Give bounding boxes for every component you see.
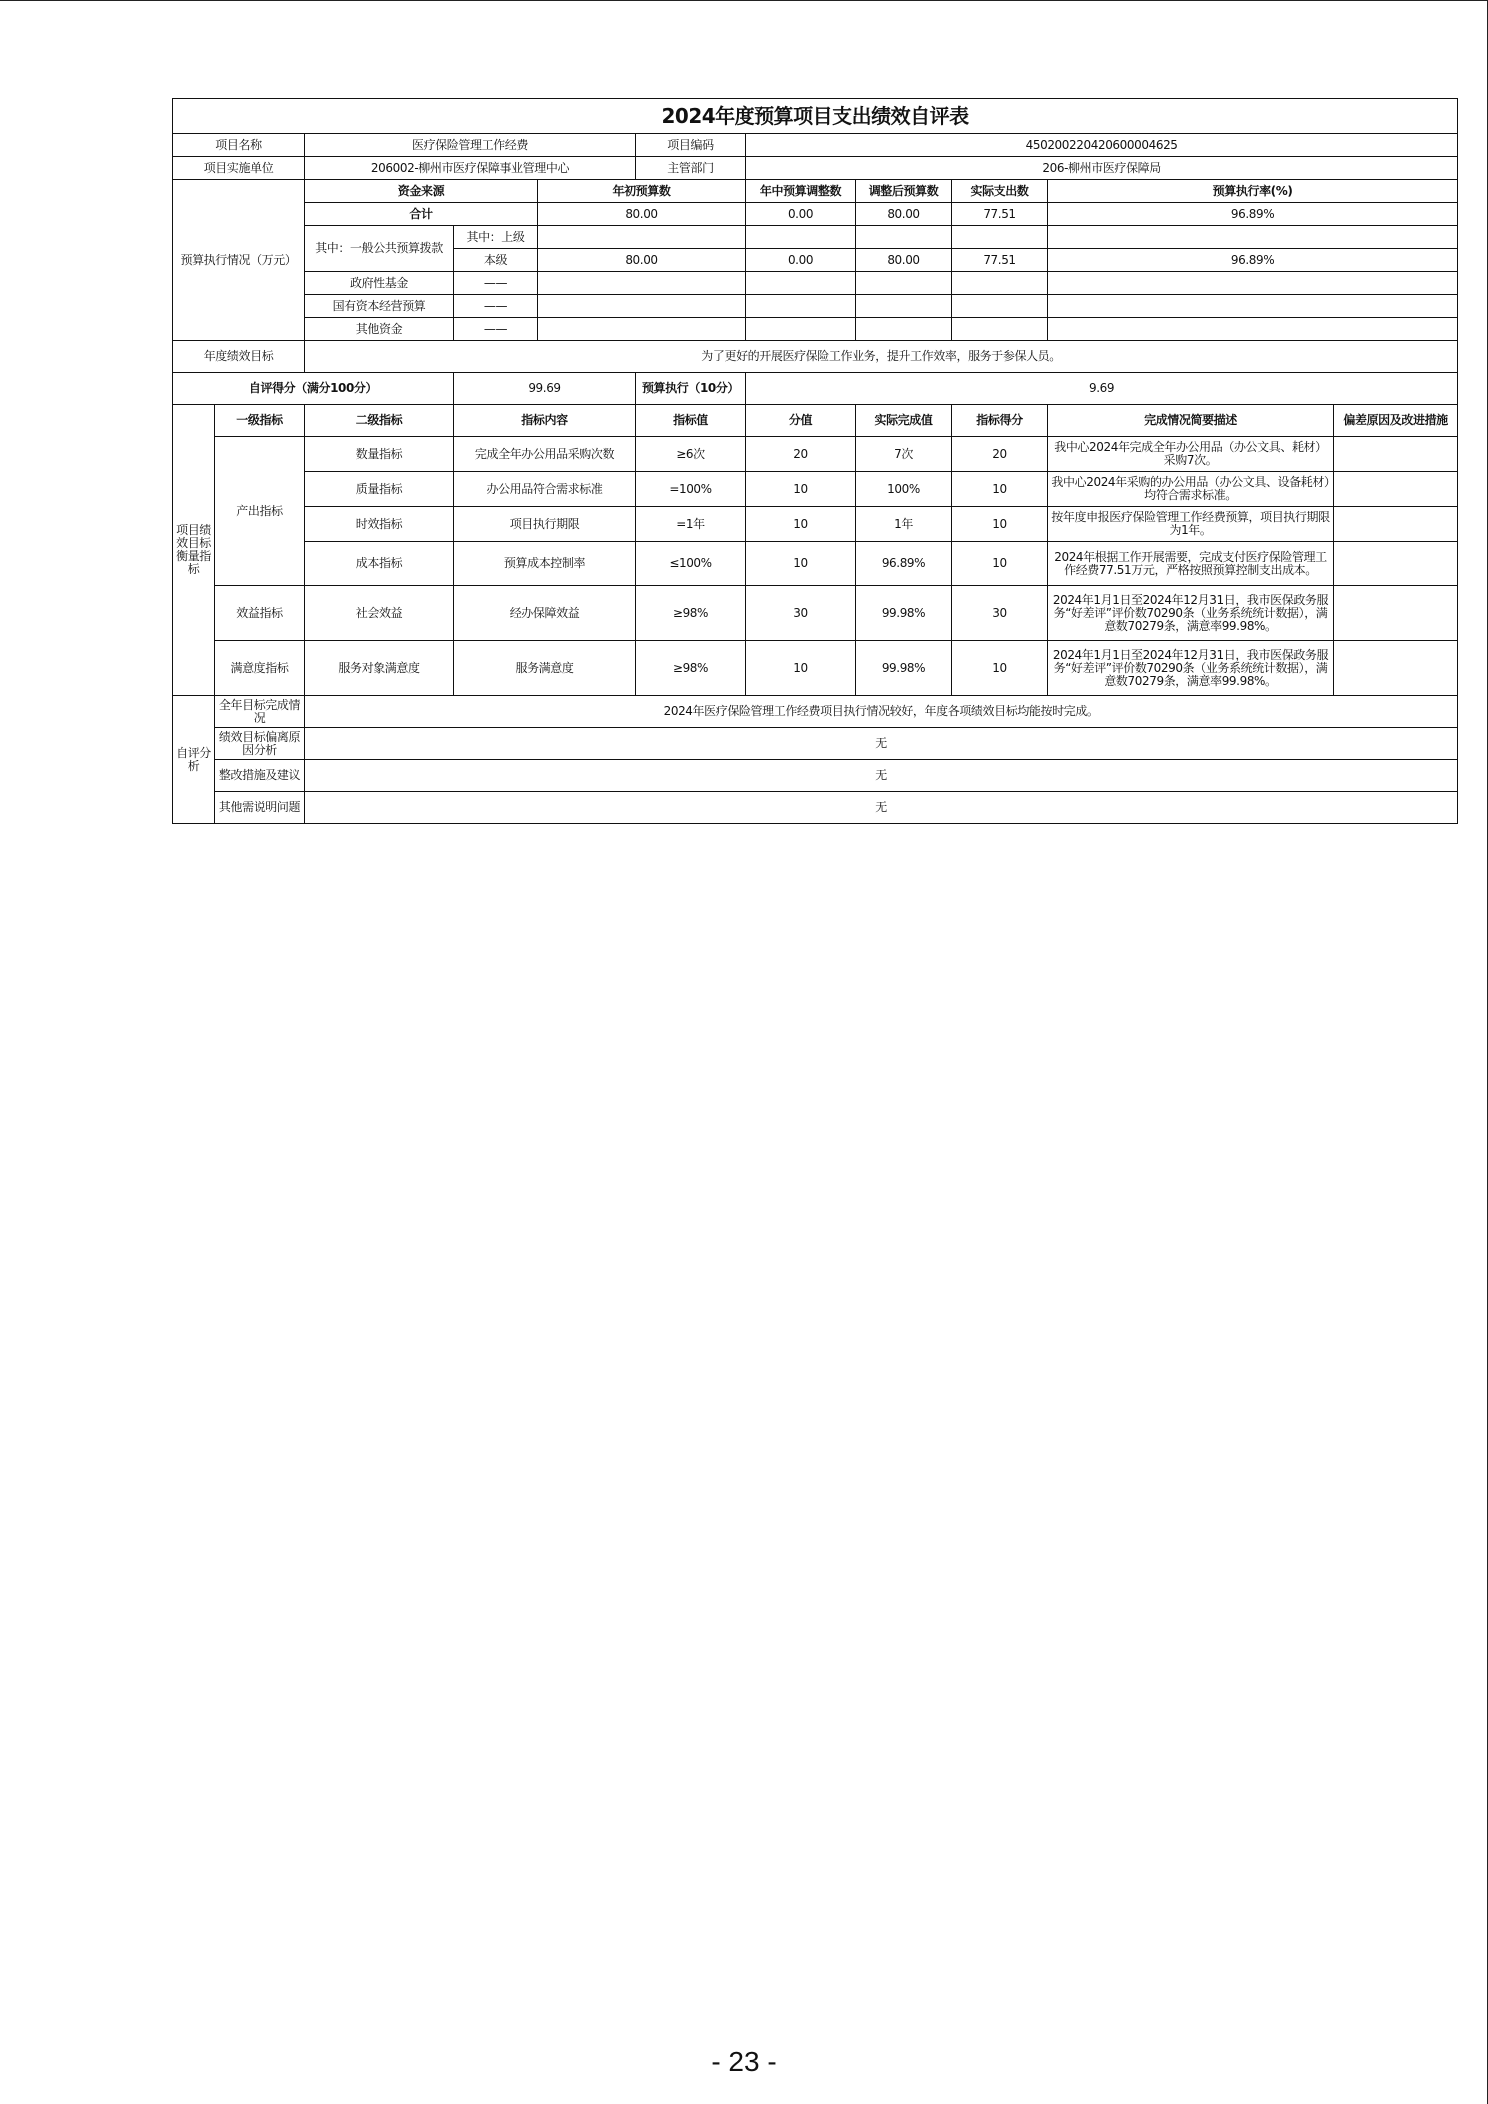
indicator-header-actual: 实际完成值 (856, 405, 952, 437)
indicator-header-points: 分值 (746, 405, 856, 437)
project-name-value: 医疗保险管理工作经费 (305, 134, 636, 157)
budget-header-adjust: 年中预算调整数 (746, 180, 856, 203)
budget-local-rate: 96.89% (1048, 249, 1458, 272)
indicator-reason (1334, 507, 1458, 542)
indicator-points: 10 (746, 641, 856, 696)
indicator-desc: 按年度申报医疗保险管理工作经费预算，项目执行期限为1年。 (1048, 507, 1334, 542)
indicator-desc: 2024年1月1日至2024年12月31日，我市医保政务服务“好差评”评价数70290条（业务系统统计数据），满意数70279条，满意率99.98%。 (1048, 586, 1334, 641)
budget-gov-fund-dash: —— (454, 272, 538, 295)
self-score-value: 99.69 (454, 373, 636, 405)
indicator-reason (1334, 586, 1458, 641)
indicator-score: 10 (952, 472, 1048, 507)
indicator-points: 30 (746, 586, 856, 641)
project-code-label: 项目编码 (636, 134, 746, 157)
analysis-text: 2024年医疗保险管理工作经费项目执行情况较好，年度各项绩效目标均能按时完成。 (305, 696, 1458, 728)
table-row (173, 472, 1458, 507)
indicator-level2: 数量指标 (305, 437, 454, 472)
budget-gov-fund-label: 政府性基金 (305, 272, 454, 295)
indicator-content: 完成全年办公用品采购次数 (454, 437, 636, 472)
analysis-section-label: 自评分析 (173, 696, 215, 824)
budget-header-initial: 年初预算数 (538, 180, 746, 203)
budget-section-label: 预算执行情况（万元） (173, 180, 305, 341)
table-title: 2024年度预算项目支出绩效自评表 (173, 99, 1458, 134)
indicator-target: ≥98% (636, 586, 746, 641)
budget-other-fund-initial (538, 318, 746, 341)
indicator-points: 20 (746, 437, 856, 472)
page-top-border (0, 0, 1488, 1)
budget-gov-fund-initial (538, 272, 746, 295)
budget-gov-fund-adjusted (856, 272, 952, 295)
page-number: - 23 - (711, 2046, 777, 2077)
budget-local-adjust: 0.00 (746, 249, 856, 272)
annual-goal-text: 为了更好的开展医疗保险工作业务，提升工作效率，服务于参保人员。 (305, 341, 1458, 373)
indicator-level2: 时效指标 (305, 507, 454, 542)
analysis-text: 无 (305, 728, 1458, 760)
budget-state-capital-adjust (746, 295, 856, 318)
indicator-target: ≥98% (636, 641, 746, 696)
budget-local-actual: 77.51 (952, 249, 1048, 272)
table-row (173, 792, 1458, 824)
performance-sheet (172, 98, 1457, 824)
analysis-text: 无 (305, 760, 1458, 792)
indicator-actual: 100% (856, 472, 952, 507)
indicator-target: =100% (636, 472, 746, 507)
budget-other-fund-dash: —— (454, 318, 538, 341)
indicator-header-reason: 偏差原因及改进措施 (1334, 405, 1458, 437)
indicator-score: 10 (952, 641, 1048, 696)
budget-header-source: 资金来源 (305, 180, 538, 203)
indicator-points: 10 (746, 507, 856, 542)
budget-local-initial: 80.00 (538, 249, 746, 272)
indicator-header-desc: 完成情况简要描述 (1048, 405, 1334, 437)
indicator-content: 项目执行期限 (454, 507, 636, 542)
indicator-content: 服务满意度 (454, 641, 636, 696)
indicator-reason (1334, 437, 1458, 472)
indicator-level2: 成本指标 (305, 542, 454, 586)
table-row (173, 437, 1458, 472)
indicator-content: 预算成本控制率 (454, 542, 636, 586)
indicator-content: 办公用品符合需求标准 (454, 472, 636, 507)
budget-local-adjusted: 80.00 (856, 249, 952, 272)
budget-state-capital-initial (538, 295, 746, 318)
budget-state-capital-dash: —— (454, 295, 538, 318)
indicator-header-target: 指标值 (636, 405, 746, 437)
indicator-header-level2: 二级指标 (305, 405, 454, 437)
indicator-level2: 质量指标 (305, 472, 454, 507)
budget-state-capital-label: 国有资本经营预算 (305, 295, 454, 318)
budget-other-fund-label: 其他资金 (305, 318, 454, 341)
indicator-desc: 我中心2024年采购的办公用品（办公文具、设备耗材）均符合需求标准。 (1048, 472, 1334, 507)
indicator-desc: 我中心2024年完成全年办公用品（办公文具、耗材）采购7次。 (1048, 437, 1334, 472)
indicator-target: ≥6次 (636, 437, 746, 472)
indicator-actual: 7次 (856, 437, 952, 472)
indicator-target: ≤100% (636, 542, 746, 586)
project-code-value: 450200220420600004625 (746, 134, 1458, 157)
project-unit-value: 206002-柳州市医疗保障事业管理中心 (305, 157, 636, 180)
table-row (173, 728, 1458, 760)
indicator-points: 10 (746, 542, 856, 586)
indicator-score: 30 (952, 586, 1048, 641)
project-name-label: 项目名称 (173, 134, 305, 157)
budget-header-rate: 预算执行率(%) (1048, 180, 1458, 203)
indicator-actual: 96.89% (856, 542, 952, 586)
indicator-score: 10 (952, 507, 1048, 542)
indicator-actual: 1年 (856, 507, 952, 542)
budget-total-actual: 77.51 (952, 203, 1048, 226)
performance-table (172, 98, 1458, 824)
budget-other-fund-rate (1048, 318, 1458, 341)
annual-goal-label: 年度绩效目标 (173, 341, 305, 373)
budget-other-fund-actual (952, 318, 1048, 341)
table-row (173, 760, 1458, 792)
budget-total-label: 合计 (305, 203, 538, 226)
budget-score-label: 预算执行（10分） (636, 373, 746, 405)
budget-upper-adjust (746, 226, 856, 249)
budget-upper-actual (952, 226, 1048, 249)
indicator-points: 10 (746, 472, 856, 507)
budget-upper-label: 其中：上级 (454, 226, 538, 249)
table-row (173, 641, 1458, 696)
indicators-section-label: 项目绩效目标衡量指标 (173, 405, 215, 696)
indicator-actual: 99.98% (856, 641, 952, 696)
indicator-header-score: 指标得分 (952, 405, 1048, 437)
budget-state-capital-actual (952, 295, 1048, 318)
table-row (173, 586, 1458, 641)
project-dept-label: 主管部门 (636, 157, 746, 180)
budget-upper-initial (538, 226, 746, 249)
analysis-label: 其他需说明问题 (215, 792, 305, 824)
table-row (173, 507, 1458, 542)
indicator-score: 20 (952, 437, 1048, 472)
budget-total-adjust: 0.00 (746, 203, 856, 226)
budget-other-fund-adjust (746, 318, 856, 341)
indicator-reason (1334, 641, 1458, 696)
indicator-benefit-label: 效益指标 (215, 586, 305, 641)
self-score-label: 自评得分（满分100分） (173, 373, 454, 405)
project-unit-label: 项目实施单位 (173, 157, 305, 180)
analysis-label: 全年目标完成情况 (215, 696, 305, 728)
project-dept-value: 206-柳州市医疗保障局 (746, 157, 1458, 180)
indicator-level2: 社会效益 (305, 586, 454, 641)
budget-header-actual: 实际支出数 (952, 180, 1048, 203)
budget-total-rate: 96.89% (1048, 203, 1458, 226)
budget-upper-adjusted (856, 226, 952, 249)
indicator-header-level1: 一级指标 (215, 405, 305, 437)
table-row (173, 696, 1458, 728)
budget-local-label: 本级 (454, 249, 538, 272)
analysis-label: 绩效目标偏离原因分析 (215, 728, 305, 760)
budget-state-capital-rate (1048, 295, 1458, 318)
budget-general-label: 其中：一般公共预算拨款 (305, 226, 454, 272)
budget-other-fund-adjusted (856, 318, 952, 341)
analysis-text: 无 (305, 792, 1458, 824)
indicator-desc: 2024年1月1日至2024年12月31日，我市医保政务服务“好差评”评价数70290条（业务系统统计数据），满意数70279条，满意率99.98%。 (1048, 641, 1334, 696)
budget-gov-fund-rate (1048, 272, 1458, 295)
budget-gov-fund-adjust (746, 272, 856, 295)
indicator-score: 10 (952, 542, 1048, 586)
indicator-output-label: 产出指标 (215, 437, 305, 586)
table-row (173, 542, 1458, 586)
budget-total-initial: 80.00 (538, 203, 746, 226)
budget-gov-fund-actual (952, 272, 1048, 295)
indicator-target: =1年 (636, 507, 746, 542)
indicator-reason (1334, 542, 1458, 586)
indicator-actual: 99.98% (856, 586, 952, 641)
indicator-satisfaction-label: 满意度指标 (215, 641, 305, 696)
indicator-reason (1334, 472, 1458, 507)
budget-state-capital-adjusted (856, 295, 952, 318)
indicator-desc: 2024年根据工作开展需要，完成支付医疗保险管理工作经费77.51万元，严格按照预算控制支出成本。 (1048, 542, 1334, 586)
budget-score-value: 9.69 (746, 373, 1458, 405)
analysis-label: 整改措施及建议 (215, 760, 305, 792)
budget-upper-rate (1048, 226, 1458, 249)
indicator-content: 经办保障效益 (454, 586, 636, 641)
indicator-header-content: 指标内容 (454, 405, 636, 437)
budget-header-adjusted: 调整后预算数 (856, 180, 952, 203)
budget-total-adjusted: 80.00 (856, 203, 952, 226)
indicator-level2: 服务对象满意度 (305, 641, 454, 696)
